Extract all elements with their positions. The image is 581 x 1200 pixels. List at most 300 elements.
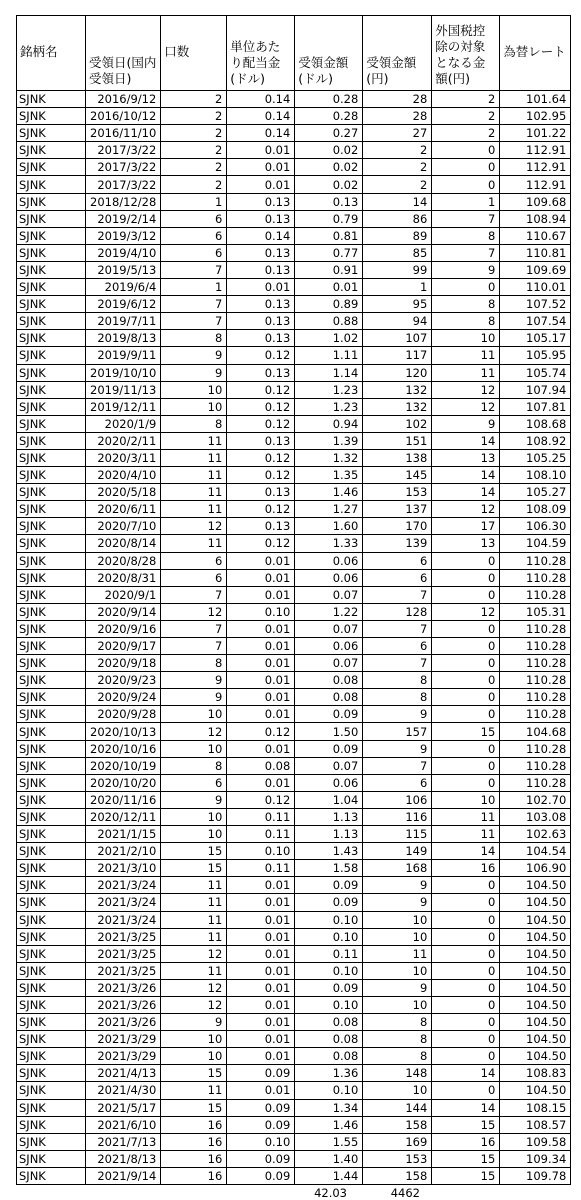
per-unit-cell[interactable]: 0.01 — [227, 279, 295, 296]
jpy-cell[interactable]: 8 — [363, 1048, 432, 1065]
usd-cell[interactable]: 1.60 — [295, 518, 363, 535]
units-cell[interactable]: 6 — [161, 210, 227, 227]
jpy-cell[interactable]: 8 — [363, 689, 432, 706]
rate-cell[interactable]: 108.92 — [500, 432, 571, 449]
rate-cell[interactable]: 105.31 — [500, 603, 571, 620]
name-cell[interactable]: SJNK — [17, 381, 86, 398]
date-cell[interactable]: 2019/11/13 — [86, 381, 161, 398]
jpy-cell[interactable]: 120 — [363, 364, 432, 381]
per-unit-cell[interactable]: 0.01 — [227, 142, 295, 159]
header-units[interactable]: 口数 — [161, 16, 227, 91]
units-cell[interactable]: 6 — [161, 552, 227, 569]
usd-cell[interactable]: 0.79 — [295, 210, 363, 227]
tax-cell[interactable]: 12 — [432, 603, 500, 620]
tax-cell[interactable]: 12 — [432, 381, 500, 398]
tax-cell[interactable]: 14 — [432, 484, 500, 501]
tax-cell[interactable]: 7 — [432, 210, 500, 227]
tax-cell[interactable]: 0 — [432, 1048, 500, 1065]
jpy-cell[interactable]: 116 — [363, 808, 432, 825]
tax-cell[interactable]: 13 — [432, 449, 500, 466]
usd-cell[interactable]: 0.28 — [295, 91, 363, 108]
jpy-cell[interactable]: 151 — [363, 432, 432, 449]
rate-cell[interactable]: 101.64 — [500, 91, 571, 108]
per-unit-cell[interactable]: 0.01 — [227, 159, 295, 176]
per-unit-cell[interactable]: 0.01 — [227, 740, 295, 757]
name-cell[interactable]: SJNK — [17, 860, 86, 877]
name-cell[interactable]: SJNK — [17, 740, 86, 757]
date-cell[interactable]: 2020/9/24 — [86, 689, 161, 706]
usd-cell[interactable]: 1.11 — [295, 347, 363, 364]
units-cell[interactable]: 11 — [161, 535, 227, 552]
per-unit-cell[interactable]: 0.01 — [227, 620, 295, 637]
tax-cell[interactable]: 0 — [432, 159, 500, 176]
usd-cell[interactable]: 0.10 — [295, 1082, 363, 1099]
rate-cell[interactable]: 110.28 — [500, 569, 571, 586]
tax-cell[interactable]: 0 — [432, 620, 500, 637]
per-unit-cell[interactable]: 0.14 — [227, 125, 295, 142]
usd-cell[interactable]: 1.13 — [295, 808, 363, 825]
date-cell[interactable]: 2020/9/14 — [86, 603, 161, 620]
jpy-cell[interactable]: 107 — [363, 330, 432, 347]
date-cell[interactable]: 2017/3/22 — [86, 176, 161, 193]
per-unit-cell[interactable]: 0.09 — [227, 1150, 295, 1167]
per-unit-cell[interactable]: 0.01 — [227, 176, 295, 193]
name-cell[interactable]: SJNK — [17, 1116, 86, 1133]
rate-cell[interactable]: 109.68 — [500, 193, 571, 210]
date-cell[interactable]: 2021/3/26 — [86, 996, 161, 1013]
jpy-cell[interactable]: 139 — [363, 535, 432, 552]
usd-cell[interactable]: 0.91 — [295, 261, 363, 278]
tax-cell[interactable]: 12 — [432, 398, 500, 415]
jpy-cell[interactable]: 7 — [363, 655, 432, 672]
rate-cell[interactable]: 108.09 — [500, 501, 571, 518]
units-cell[interactable]: 12 — [161, 723, 227, 740]
name-cell[interactable]: SJNK — [17, 757, 86, 774]
per-unit-cell[interactable]: 0.01 — [227, 774, 295, 791]
per-unit-cell[interactable]: 0.01 — [227, 552, 295, 569]
per-unit-cell[interactable]: 0.11 — [227, 808, 295, 825]
tax-cell[interactable]: 0 — [432, 979, 500, 996]
per-unit-cell[interactable]: 0.13 — [227, 432, 295, 449]
per-unit-cell[interactable]: 0.12 — [227, 535, 295, 552]
units-cell[interactable]: 11 — [161, 911, 227, 928]
date-cell[interactable]: 2020/5/18 — [86, 484, 161, 501]
per-unit-cell[interactable]: 0.01 — [227, 1031, 295, 1048]
name-cell[interactable]: SJNK — [17, 244, 86, 261]
per-unit-cell[interactable]: 0.01 — [227, 1048, 295, 1065]
jpy-cell[interactable]: 144 — [363, 1099, 432, 1116]
rate-cell[interactable]: 105.95 — [500, 347, 571, 364]
per-unit-cell[interactable]: 0.13 — [227, 330, 295, 347]
units-cell[interactable]: 6 — [161, 227, 227, 244]
per-unit-cell[interactable]: 0.12 — [227, 347, 295, 364]
date-cell[interactable]: 2021/6/10 — [86, 1116, 161, 1133]
rate-cell[interactable]: 112.91 — [500, 142, 571, 159]
tax-cell[interactable]: 0 — [432, 962, 500, 979]
per-unit-cell[interactable]: 0.13 — [227, 313, 295, 330]
tax-cell[interactable]: 0 — [432, 638, 500, 655]
jpy-cell[interactable]: 117 — [363, 347, 432, 364]
name-cell[interactable]: SJNK — [17, 1150, 86, 1167]
units-cell[interactable]: 7 — [161, 620, 227, 637]
header-rate[interactable]: 為替レート — [500, 16, 571, 91]
tax-cell[interactable]: 2 — [432, 125, 500, 142]
jpy-cell[interactable]: 10 — [363, 911, 432, 928]
jpy-cell[interactable]: 115 — [363, 826, 432, 843]
name-cell[interactable]: SJNK — [17, 484, 86, 501]
usd-cell[interactable]: 0.10 — [295, 962, 363, 979]
units-cell[interactable]: 11 — [161, 877, 227, 894]
rate-cell[interactable]: 108.68 — [500, 415, 571, 432]
jpy-cell[interactable]: 8 — [363, 1014, 432, 1031]
name-cell[interactable]: SJNK — [17, 1014, 86, 1031]
usd-cell[interactable]: 0.27 — [295, 125, 363, 142]
name-cell[interactable]: SJNK — [17, 227, 86, 244]
rate-cell[interactable]: 104.50 — [500, 877, 571, 894]
usd-cell[interactable]: 1.58 — [295, 860, 363, 877]
rate-cell[interactable]: 106.30 — [500, 518, 571, 535]
date-cell[interactable]: 2021/7/13 — [86, 1133, 161, 1150]
units-cell[interactable]: 15 — [161, 1065, 227, 1082]
usd-cell[interactable]: 1.32 — [295, 449, 363, 466]
date-cell[interactable]: 2021/3/29 — [86, 1048, 161, 1065]
date-cell[interactable]: 2020/10/13 — [86, 723, 161, 740]
name-cell[interactable]: SJNK — [17, 586, 86, 603]
usd-cell[interactable]: 1.02 — [295, 330, 363, 347]
name-cell[interactable]: SJNK — [17, 689, 86, 706]
jpy-cell[interactable]: 2 — [363, 159, 432, 176]
rate-cell[interactable]: 108.10 — [500, 467, 571, 484]
usd-cell[interactable]: 0.94 — [295, 415, 363, 432]
usd-cell[interactable]: 1.46 — [295, 1116, 363, 1133]
units-cell[interactable]: 16 — [161, 1167, 227, 1184]
tax-cell[interactable]: 8 — [432, 296, 500, 313]
per-unit-cell[interactable]: 0.01 — [227, 706, 295, 723]
name-cell[interactable]: SJNK — [17, 603, 86, 620]
tax-cell[interactable]: 0 — [432, 569, 500, 586]
usd-cell[interactable]: 0.07 — [295, 586, 363, 603]
rate-cell[interactable]: 109.69 — [500, 261, 571, 278]
usd-cell[interactable]: 0.08 — [295, 672, 363, 689]
units-cell[interactable]: 15 — [161, 843, 227, 860]
usd-cell[interactable]: 1.50 — [295, 723, 363, 740]
tax-cell[interactable]: 15 — [432, 1116, 500, 1133]
total-jpy[interactable]: 4462 — [390, 1186, 420, 1200]
date-cell[interactable]: 2021/4/30 — [86, 1082, 161, 1099]
rate-cell[interactable]: 107.54 — [500, 313, 571, 330]
tax-cell[interactable]: 0 — [432, 911, 500, 928]
jpy-cell[interactable]: 153 — [363, 484, 432, 501]
tax-cell[interactable]: 15 — [432, 1150, 500, 1167]
tax-cell[interactable]: 14 — [432, 1099, 500, 1116]
tax-cell[interactable]: 0 — [432, 1082, 500, 1099]
jpy-cell[interactable]: 137 — [363, 501, 432, 518]
tax-cell[interactable]: 16 — [432, 1133, 500, 1150]
name-cell[interactable]: SJNK — [17, 432, 86, 449]
units-cell[interactable]: 12 — [161, 603, 227, 620]
usd-cell[interactable]: 0.09 — [295, 877, 363, 894]
date-cell[interactable]: 2020/9/18 — [86, 655, 161, 672]
rate-cell[interactable]: 104.59 — [500, 535, 571, 552]
rate-cell[interactable]: 102.70 — [500, 791, 571, 808]
date-cell[interactable]: 2021/2/10 — [86, 843, 161, 860]
jpy-cell[interactable]: 148 — [363, 1065, 432, 1082]
usd-cell[interactable]: 0.02 — [295, 176, 363, 193]
jpy-cell[interactable]: 10 — [363, 928, 432, 945]
rate-cell[interactable]: 104.68 — [500, 723, 571, 740]
per-unit-cell[interactable]: 0.01 — [227, 1014, 295, 1031]
units-cell[interactable]: 11 — [161, 432, 227, 449]
usd-cell[interactable]: 0.01 — [295, 279, 363, 296]
units-cell[interactable]: 11 — [161, 449, 227, 466]
units-cell[interactable]: 2 — [161, 142, 227, 159]
per-unit-cell[interactable]: 0.12 — [227, 398, 295, 415]
header-name[interactable]: 銘柄名 — [17, 16, 86, 91]
tax-cell[interactable]: 0 — [432, 655, 500, 672]
per-unit-cell[interactable]: 0.01 — [227, 979, 295, 996]
units-cell[interactable]: 15 — [161, 1099, 227, 1116]
per-unit-cell[interactable]: 0.13 — [227, 518, 295, 535]
tax-cell[interactable]: 0 — [432, 279, 500, 296]
rate-cell[interactable]: 110.28 — [500, 586, 571, 603]
date-cell[interactable]: 2021/9/14 — [86, 1167, 161, 1184]
name-cell[interactable]: SJNK — [17, 911, 86, 928]
usd-cell[interactable]: 0.02 — [295, 159, 363, 176]
units-cell[interactable]: 8 — [161, 415, 227, 432]
per-unit-cell[interactable]: 0.01 — [227, 928, 295, 945]
name-cell[interactable]: SJNK — [17, 108, 86, 125]
per-unit-cell[interactable]: 0.12 — [227, 467, 295, 484]
tax-cell[interactable]: 11 — [432, 808, 500, 825]
header-tax[interactable]: 外国税控除の対象となる金額(円) — [432, 16, 500, 91]
usd-cell[interactable]: 0.81 — [295, 227, 363, 244]
units-cell[interactable]: 9 — [161, 347, 227, 364]
units-cell[interactable]: 9 — [161, 791, 227, 808]
usd-cell[interactable]: 0.09 — [295, 979, 363, 996]
date-cell[interactable]: 2021/3/26 — [86, 1014, 161, 1031]
name-cell[interactable]: SJNK — [17, 552, 86, 569]
usd-cell[interactable]: 1.46 — [295, 484, 363, 501]
per-unit-cell[interactable]: 0.12 — [227, 501, 295, 518]
date-cell[interactable]: 2021/4/13 — [86, 1065, 161, 1082]
date-cell[interactable]: 2019/9/11 — [86, 347, 161, 364]
rate-cell[interactable]: 104.50 — [500, 894, 571, 911]
usd-cell[interactable]: 0.07 — [295, 655, 363, 672]
units-cell[interactable]: 10 — [161, 740, 227, 757]
usd-cell[interactable]: 1.14 — [295, 364, 363, 381]
date-cell[interactable]: 2020/7/10 — [86, 518, 161, 535]
date-cell[interactable]: 2020/4/10 — [86, 467, 161, 484]
name-cell[interactable]: SJNK — [17, 894, 86, 911]
jpy-cell[interactable]: 132 — [363, 398, 432, 415]
units-cell[interactable]: 7 — [161, 638, 227, 655]
tax-cell[interactable]: 14 — [432, 1065, 500, 1082]
per-unit-cell[interactable]: 0.13 — [227, 484, 295, 501]
tax-cell[interactable]: 0 — [432, 1014, 500, 1031]
name-cell[interactable]: SJNK — [17, 774, 86, 791]
units-cell[interactable]: 6 — [161, 774, 227, 791]
name-cell[interactable]: SJNK — [17, 1133, 86, 1150]
units-cell[interactable]: 10 — [161, 398, 227, 415]
units-cell[interactable]: 8 — [161, 655, 227, 672]
jpy-cell[interactable]: 9 — [363, 706, 432, 723]
date-cell[interactable]: 2021/3/24 — [86, 911, 161, 928]
usd-cell[interactable]: 1.23 — [295, 398, 363, 415]
date-cell[interactable]: 2020/8/31 — [86, 569, 161, 586]
units-cell[interactable]: 16 — [161, 1150, 227, 1167]
date-cell[interactable]: 2019/3/12 — [86, 227, 161, 244]
tax-cell[interactable]: 8 — [432, 227, 500, 244]
per-unit-cell[interactable]: 0.12 — [227, 381, 295, 398]
rate-cell[interactable]: 105.74 — [500, 364, 571, 381]
jpy-cell[interactable]: 9 — [363, 740, 432, 757]
date-cell[interactable]: 2020/12/11 — [86, 808, 161, 825]
usd-cell[interactable]: 1.22 — [295, 603, 363, 620]
tax-cell[interactable]: 0 — [432, 672, 500, 689]
date-cell[interactable]: 2019/8/13 — [86, 330, 161, 347]
date-cell[interactable]: 2020/6/11 — [86, 501, 161, 518]
rate-cell[interactable]: 110.28 — [500, 655, 571, 672]
tax-cell[interactable]: 17 — [432, 518, 500, 535]
tax-cell[interactable]: 10 — [432, 330, 500, 347]
jpy-cell[interactable]: 102 — [363, 415, 432, 432]
units-cell[interactable]: 12 — [161, 979, 227, 996]
usd-cell[interactable]: 0.07 — [295, 620, 363, 637]
jpy-cell[interactable]: 7 — [363, 757, 432, 774]
jpy-cell[interactable]: 170 — [363, 518, 432, 535]
units-cell[interactable]: 6 — [161, 569, 227, 586]
usd-cell[interactable]: 1.55 — [295, 1133, 363, 1150]
per-unit-cell[interactable]: 0.14 — [227, 91, 295, 108]
tax-cell[interactable]: 0 — [432, 176, 500, 193]
tax-cell[interactable]: 0 — [432, 757, 500, 774]
name-cell[interactable]: SJNK — [17, 176, 86, 193]
date-cell[interactable]: 2020/10/20 — [86, 774, 161, 791]
tax-cell[interactable]: 15 — [432, 723, 500, 740]
name-cell[interactable]: SJNK — [17, 125, 86, 142]
tax-cell[interactable]: 0 — [432, 689, 500, 706]
date-cell[interactable]: 2020/10/19 — [86, 757, 161, 774]
header-per-unit[interactable]: 単位あたり配当金(ドル) — [227, 16, 295, 91]
per-unit-cell[interactable]: 0.12 — [227, 415, 295, 432]
rate-cell[interactable]: 109.78 — [500, 1167, 571, 1184]
units-cell[interactable]: 15 — [161, 860, 227, 877]
header-usd[interactable]: 受領金額(ドル) — [295, 16, 363, 91]
usd-cell[interactable]: 0.06 — [295, 774, 363, 791]
date-cell[interactable]: 2016/10/12 — [86, 108, 161, 125]
rate-cell[interactable]: 107.52 — [500, 296, 571, 313]
jpy-cell[interactable]: 6 — [363, 569, 432, 586]
jpy-cell[interactable]: 6 — [363, 774, 432, 791]
per-unit-cell[interactable]: 0.14 — [227, 227, 295, 244]
usd-cell[interactable]: 0.08 — [295, 1031, 363, 1048]
units-cell[interactable]: 16 — [161, 1133, 227, 1150]
jpy-cell[interactable]: 89 — [363, 227, 432, 244]
name-cell[interactable]: SJNK — [17, 945, 86, 962]
rate-cell[interactable]: 110.81 — [500, 244, 571, 261]
name-cell[interactable]: SJNK — [17, 655, 86, 672]
usd-cell[interactable]: 1.35 — [295, 467, 363, 484]
name-cell[interactable]: SJNK — [17, 808, 86, 825]
date-cell[interactable]: 2020/9/23 — [86, 672, 161, 689]
per-unit-cell[interactable]: 0.13 — [227, 261, 295, 278]
units-cell[interactable]: 6 — [161, 244, 227, 261]
usd-cell[interactable]: 0.07 — [295, 757, 363, 774]
tax-cell[interactable]: 14 — [432, 467, 500, 484]
usd-cell[interactable]: 1.34 — [295, 1099, 363, 1116]
name-cell[interactable]: SJNK — [17, 501, 86, 518]
per-unit-cell[interactable]: 0.10 — [227, 603, 295, 620]
per-unit-cell[interactable]: 0.13 — [227, 193, 295, 210]
date-cell[interactable]: 2021/8/13 — [86, 1150, 161, 1167]
per-unit-cell[interactable]: 0.12 — [227, 449, 295, 466]
date-cell[interactable]: 2020/1/9 — [86, 415, 161, 432]
name-cell[interactable]: SJNK — [17, 347, 86, 364]
jpy-cell[interactable]: 28 — [363, 91, 432, 108]
units-cell[interactable]: 11 — [161, 1082, 227, 1099]
per-unit-cell[interactable]: 0.14 — [227, 108, 295, 125]
units-cell[interactable]: 7 — [161, 261, 227, 278]
date-cell[interactable]: 2020/11/16 — [86, 791, 161, 808]
date-cell[interactable]: 2016/9/12 — [86, 91, 161, 108]
name-cell[interactable]: SJNK — [17, 313, 86, 330]
tax-cell[interactable]: 0 — [432, 894, 500, 911]
jpy-cell[interactable]: 158 — [363, 1116, 432, 1133]
tax-cell[interactable]: 0 — [432, 706, 500, 723]
units-cell[interactable]: 9 — [161, 672, 227, 689]
jpy-cell[interactable]: 11 — [363, 945, 432, 962]
per-unit-cell[interactable]: 0.10 — [227, 843, 295, 860]
usd-cell[interactable]: 0.10 — [295, 928, 363, 945]
units-cell[interactable]: 10 — [161, 706, 227, 723]
name-cell[interactable]: SJNK — [17, 791, 86, 808]
tax-cell[interactable]: 0 — [432, 774, 500, 791]
per-unit-cell[interactable]: 0.01 — [227, 1082, 295, 1099]
usd-cell[interactable]: 0.06 — [295, 552, 363, 569]
rate-cell[interactable]: 104.50 — [500, 1014, 571, 1031]
jpy-cell[interactable]: 28 — [363, 108, 432, 125]
date-cell[interactable]: 2021/3/25 — [86, 928, 161, 945]
units-cell[interactable]: 2 — [161, 91, 227, 108]
units-cell[interactable]: 12 — [161, 945, 227, 962]
usd-cell[interactable]: 1.40 — [295, 1150, 363, 1167]
rate-cell[interactable]: 104.50 — [500, 962, 571, 979]
usd-cell[interactable]: 1.36 — [295, 1065, 363, 1082]
units-cell[interactable]: 10 — [161, 381, 227, 398]
tax-cell[interactable]: 0 — [432, 1031, 500, 1048]
per-unit-cell[interactable]: 0.09 — [227, 1065, 295, 1082]
name-cell[interactable]: SJNK — [17, 843, 86, 860]
name-cell[interactable]: SJNK — [17, 296, 86, 313]
per-unit-cell[interactable]: 0.01 — [227, 962, 295, 979]
name-cell[interactable]: SJNK — [17, 415, 86, 432]
name-cell[interactable]: SJNK — [17, 330, 86, 347]
jpy-cell[interactable]: 169 — [363, 1133, 432, 1150]
units-cell[interactable]: 1 — [161, 279, 227, 296]
date-cell[interactable]: 2020/8/14 — [86, 535, 161, 552]
usd-cell[interactable]: 0.09 — [295, 706, 363, 723]
date-cell[interactable]: 2017/3/22 — [86, 142, 161, 159]
units-cell[interactable]: 7 — [161, 296, 227, 313]
tax-cell[interactable]: 16 — [432, 860, 500, 877]
units-cell[interactable]: 2 — [161, 125, 227, 142]
usd-cell[interactable]: 1.23 — [295, 381, 363, 398]
units-cell[interactable]: 10 — [161, 1031, 227, 1048]
total-usd[interactable]: 42.03 — [314, 1186, 347, 1200]
tax-cell[interactable]: 15 — [432, 1167, 500, 1184]
jpy-cell[interactable]: 6 — [363, 638, 432, 655]
date-cell[interactable]: 2019/10/10 — [86, 364, 161, 381]
